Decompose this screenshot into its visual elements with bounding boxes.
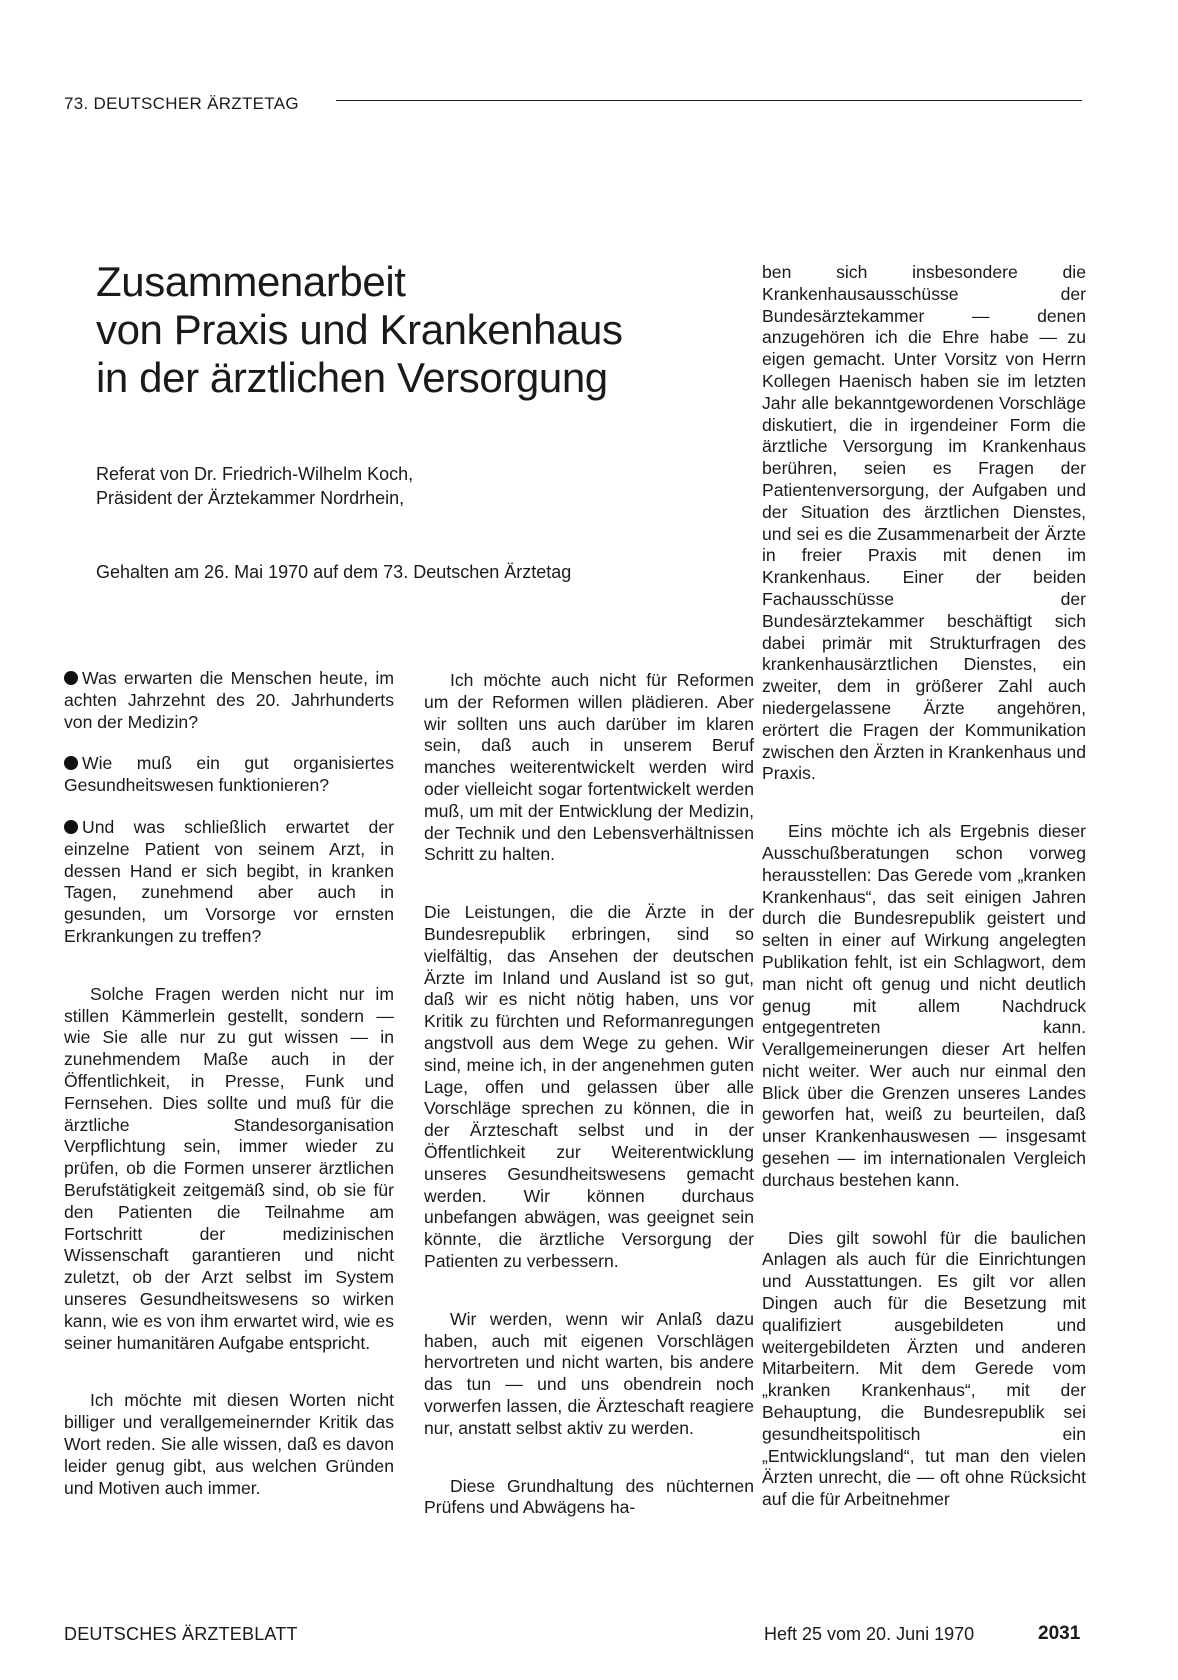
article-title — [96, 258, 736, 402]
text-column-1 — [64, 668, 394, 1499]
body-paragraph: Solche Fragen werden nicht nur im stillen Kämmerlein gestellt, sondern — wie Sie alle nur zu gut wissen — in zunehmendem Maße auch in der Öffentlichkeit, in Presse, Funk und Fernsehen. Dies sollte und muß für die ärztliche Standesorganisation Verpflichtung sein, immer wieder zu prüfen, ob die Formen unserer ärztlichen Berufstätigkeit zeitgemäß sind, ob sie für den Patienten die Teilnahme am Fortschritt der medizinischen Wissenschaft garantieren und nicht zuletzt, ob der Arzt selbst im System unseres Gesundheitswesens so wirken kann, wie es von ihm erwartet wird, wie es seiner humanitären Aufgabe entspricht. — [64, 983, 394, 1353]
body-paragraph: Diese Grundhaltung des nüchternen Prüfens und Abwägens ha- — [424, 1475, 754, 1518]
body-paragraph: Wir werden, wenn wir Anlaß dazu haben, auch mit eigenen Vorschlägen hervortreten und nicht warten, bis andere das tun — und uns obendrein noch vorwerfen lassen, die Ärzteschaft reagiere nur, anstatt selbst aktiv zu werden. — [424, 1308, 754, 1438]
footer-issue: Heft 25 vom 20. Juni 1970 — [764, 1624, 975, 1644]
paragraph-text: Was erwarten die Menschen heute, im achten Jahrzehnt des 20. Jahrhunderts von der Medizin? — [64, 668, 394, 732]
body-paragraph: Eins möchte ich als Ergebnis dieser Ausschußberatungen schon vorweg herausstellen: Das Gerede vom „kranken Krankenhaus“, das seit einigen Jahren durch die Bundesrepublik geistert und selten in einer auf Wirkung angelegten Publikation fehlt, ist ein Schlagwort, dem man nicht oft genug und nicht deutlich genug mit allem Nachdruck entgegentreten kann. Verallgemeinerungen dieser Art helfen nicht weiter. Wer auch nur einmal den Blick über die Grenzen unseres Landes geworfen hat, weiß zu beurteilen, daß unser Krankenhauswesen — insgesamt gesehen — im internationalen Vergleich durchaus bestehen kann. — [762, 821, 1086, 1190]
byline-affiliation: Präsident der Ärztekammer Nordrhein, — [96, 488, 405, 508]
question-paragraph — [64, 753, 394, 797]
question-paragraph — [64, 817, 394, 948]
body-paragraph: Ich möchte mit diesen Worten nicht billiger und verallgemeinernder Kritik das Wort reden. Sie alle wissen, daß es davon leider genug gibt, aus welchen Gründen und Motiven auch immer. — [64, 1390, 394, 1498]
body-paragraph: Ich möchte auch nicht für Reformen um der Reformen willen plädieren. Aber wir sollten uns auch darüber im klaren sein, daß auch in unserem Beruf manches weiterentwickelt werden wird oder vielleicht sogar fortentwickelt werden muß, um mit der Entwicklung der Medizin, der Technik und den Lebensverhältnissen Schritt zu halten. — [424, 670, 754, 865]
body-paragraph: Die Leistungen, die die Ärzte in der Bundesrepublik erbringen, sind so vielfältig, das Ansehen der deutschen Ärzte im Inland und Ausland ist so gut, daß wir es nicht nötig haben, uns vor Kritik zu fürchten und Reformanregungen angstvoll aus dem Wege zu gehen. Wir sind, meine ich, in der angenehmen guten Lage, offen und gelassen über alle Vorschläge sprechen zu können, die in der Ärzteschaft selbst und in der Öffentlichkeit zur Weiterentwicklung unseres Gesundheitswesens gemacht werden. Wir können durchaus unbefangen abwägen, was geeignet sein könnte, die ärztliche Versorgung der Patienten zu verbessern. — [424, 902, 754, 1271]
footer-journal: DEUTSCHES ÄRZTEBLATT — [64, 1624, 298, 1644]
text-column-3 — [762, 262, 1086, 1511]
body-paragraph: Dies gilt sowohl für die baulichen Anlagen als auch für die Einrichtungen und Ausstattungen. Es gilt vor allen Dingen auch für die Besetzung mit qualifiziert ausgebildeten und weitergebildeten Ärzten und anderen Mitarbeitern. Mit dem Gerede vom „kranken Krankenhaus“, mit der Behauptung, die Bundesrepublik sei gesundheitspolitisch ein „Entwicklungsland“, tut man den vielen Ärzten unrecht, die — oft ohne Rücksicht auf die für Arbeitnehmer — [762, 1227, 1086, 1510]
paragraph-text: Und was schließlich erwartet der einzelne Patient von seinem Arzt, in dessen Hand er sich begibt, in kranken Tagen, zunehmend aber auch in gesunden, um Vorsorge vor ernsten Erkrankungen zu treffen? — [64, 816, 394, 946]
running-head: 73. DEUTSCHER ÄRZTETAG — [64, 94, 299, 113]
title-line: in der ärztlichen Versorgung — [96, 354, 608, 401]
byline — [96, 462, 413, 510]
bullet-icon — [64, 756, 78, 770]
bullet-icon — [64, 820, 78, 834]
question-paragraph — [64, 668, 394, 733]
byline-author: Referat von Dr. Friedrich-Wilhelm Koch, — [96, 464, 414, 484]
header-rule — [336, 100, 1082, 101]
title-line: Zusammenarbeit — [96, 258, 406, 305]
bullet-icon — [64, 671, 78, 685]
body-paragraph: ben sich insbesondere die Krankenhausausschüsse der Bundesärztekammer — denen anzugehören ich die Ehre habe — zu eigen gemacht. Unter Vorsitz von Herrn Kollegen Haenisch haben sie im letzten Jahr alle bekanntgewordenen Vorschläge diskutiert, die in irgendeiner Form die ärztliche Versorgung im Krankenhaus berühren, seien es Fragen der Patientenversorgung, der Aufgaben und der Situation des ärztlichen Dienstes, und sei es die Zusammenarbeit der Ärzte in freier Praxis mit denen im Krankenhaus. Einer der beiden Fachausschüsse der Bundesärztekammer beschäftigt sich dabei primär mit Strukturfragen des krankenhausärztlichen Dienstes, ein zweiter, dem in größerer Zahl auch niedergelassene Ärzte angehören, erörtert die Fragen der Kommunikation zwischen den Ärzten in Krankenhaus und Praxis. — [762, 262, 1086, 784]
title-line: von Praxis und Krankenhaus — [96, 306, 623, 353]
text-column-2 — [424, 670, 754, 1519]
paragraph-text: Wie muß ein gut organisiertes Gesundheitswesen funktionieren? — [64, 753, 394, 796]
page-number: 2031 — [1038, 1623, 1081, 1644]
delivered-note: Gehalten am 26. Mai 1970 auf dem 73. Deutschen Ärztetag — [96, 562, 572, 582]
